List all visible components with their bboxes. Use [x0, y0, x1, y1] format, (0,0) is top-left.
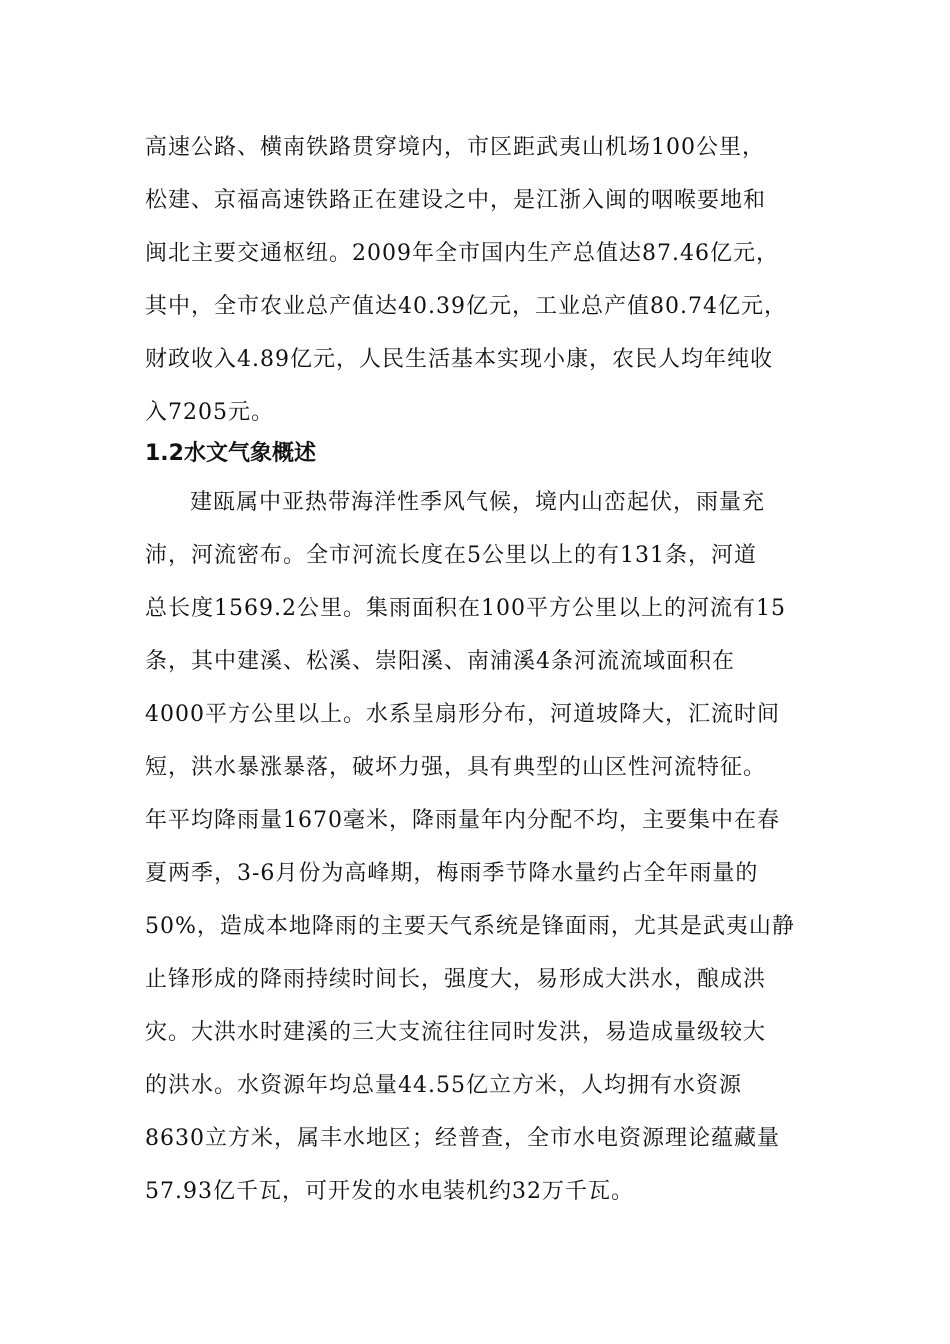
text-line: 松建、京福高速铁路正在建设之中，是江浙入闽的咽喉要地和: [145, 188, 767, 213]
text-line: 4000平方公里以上。水系呈扇形分布，河道坡降大，汇流时间: [145, 702, 780, 727]
text-line: 其中，全市农业总产值达40.39亿元，工业总产值80.74亿元，: [145, 294, 787, 319]
text-line: 57.93亿千瓦，可开发的水电装机约32万千瓦。: [145, 1179, 634, 1204]
text-line: 高速公路、横南铁路贯穿境内，市区距武夷山机场100公里，: [145, 135, 765, 160]
text-line: 8630立方米，属丰水地区；经普查，全市水电资源理论蕴藏量: [145, 1126, 780, 1151]
text-line: 止锋形成的降雨持续时间长，强度大，易形成大洪水，酿成洪: [145, 967, 767, 992]
text-line: 年平均降雨量1670毫米，降雨量年内分配不均，主要集中在春: [145, 808, 780, 833]
text-line: 夏两季，3-6月份为高峰期，梅雨季节降水量约占全年雨量的: [145, 861, 759, 886]
text-line: 入7205元。: [145, 400, 274, 425]
text-line: 灾。大洪水时建溪的三大支流往往同时发洪，易造成量级较大: [145, 1020, 767, 1045]
text-line: 闽北主要交通枢纽。2009年全市国内生产总值达87.46亿元，: [145, 241, 779, 266]
text-line: 沛，河流密布。全市河流长度在5公里以上的有131条，河道: [145, 543, 757, 568]
section-heading: 1.2水文气象概述: [145, 441, 316, 466]
text-line: 建瓯属中亚热带海洋性季风气候，境内山峦起伏，雨量充: [190, 490, 766, 515]
text-line: 50%，造成本地降雨的主要天气系统是锋面雨，尤其是武夷山静: [145, 914, 795, 939]
text-line: 条，其中建溪、松溪、崇阳溪、南浦溪4条河流流域面积在: [145, 649, 735, 674]
text-line: 的洪水。水资源年均总量44.55亿立方米，人均拥有水资源: [145, 1073, 742, 1098]
text-line: 短，洪水暴涨暴落，破坏力强，具有典型的山区性河流特征。: [145, 755, 767, 780]
text-line: 财政收入4.89亿元，人民生活基本实现小康，农民人均年纯收: [145, 347, 773, 372]
text-line: 总长度1569.2公里。集雨面积在100平方公里以上的河流有15: [145, 596, 786, 621]
